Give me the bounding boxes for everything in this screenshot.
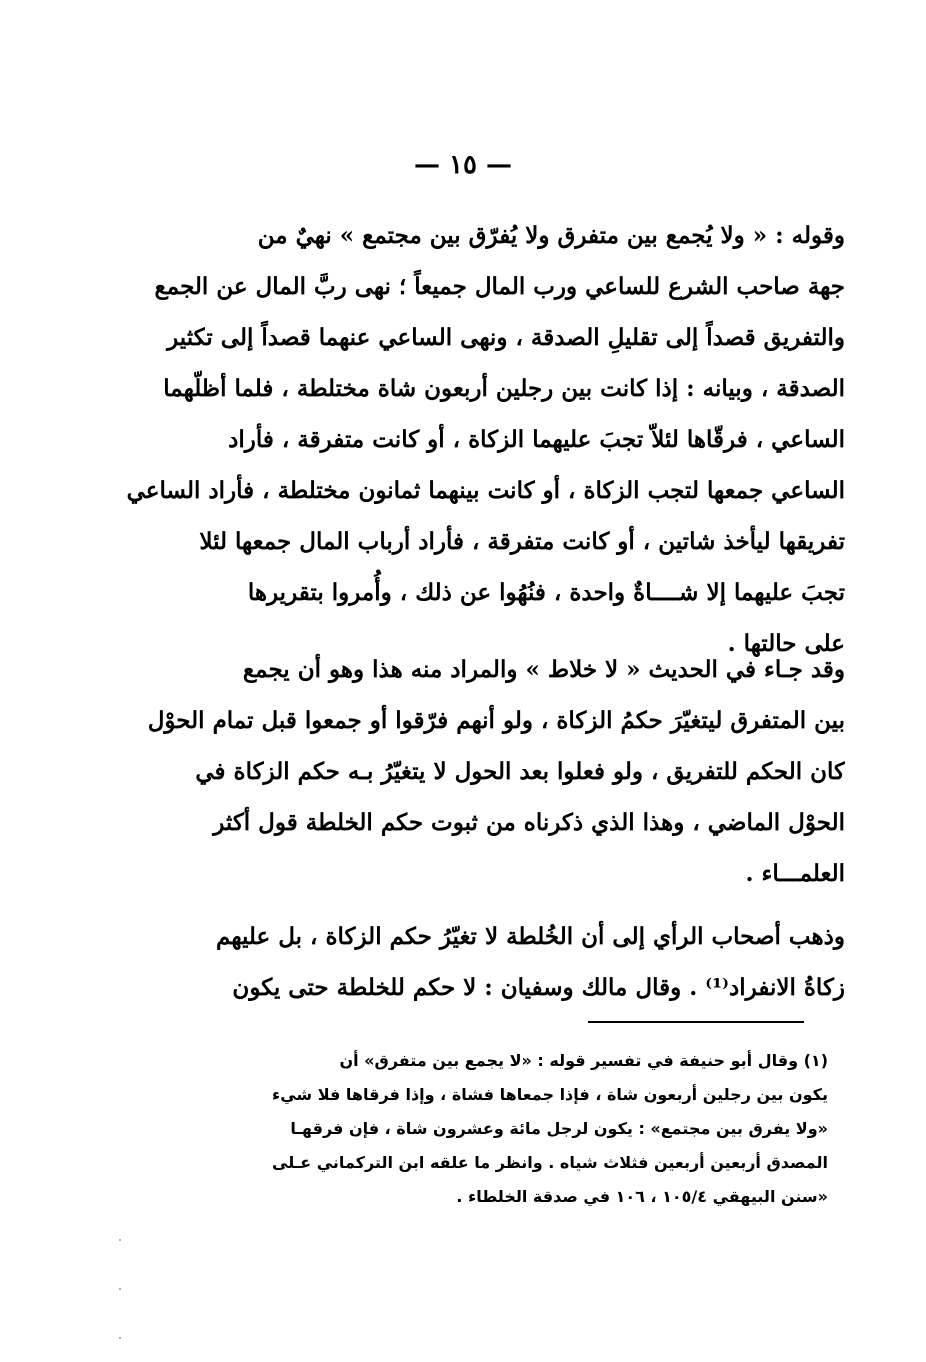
footnote-line: «سنن البيهقي ١٠٥/٤ ، ١٠٦ في صدقة الخلطاء . [456, 1187, 828, 1206]
text-line: كان الحكم للتفريق ، ولو فعلوا بعد الحول لا يتغيّرُ بـه حكم الزكاة في [195, 758, 845, 785]
text-line: زكاةُ الانفراد⁽¹⁾ . وقال مالك وسفيان : لا حكم للخلطة حتى يكون [232, 974, 845, 1001]
paragraph-3 [115, 911, 845, 1013]
text-line: العلمـــاء . [745, 860, 845, 887]
text-line: وذهب أصحاب الرأي إلى أن الخُلطة لا تغيّرُ حكم الزكاة ، بل عليهم [216, 923, 845, 950]
footnote-line: «ولا يفرق بين مجتمع» : يكون لرجل مائة وعشرون شاة ، فإن فرقهـا [290, 1119, 828, 1138]
paragraph-1 [115, 210, 845, 669]
text-line: وقد جـاء في الحديث « لا خلاط » والمراد منه هذا وهو أن يجمع [242, 656, 845, 683]
text-line: والتفريق قصداً إلى تقليلِ الصدقة ، ونهى الساعي عنهما قصداً إلى تكثير [167, 324, 845, 351]
text-line: الساعي جمعها لتجب الزكاة ، أو كانت بينهما ثمانون مختلطة ، فأراد الساعي [126, 477, 845, 504]
text-line: جهة صاحب الشرع للساعي ورب المال جميعاً ؛ نهى ربَّ المال عن الجمع [154, 273, 845, 300]
text-line: الصدقة ، وبيانه : إذا كانت بين رجلين أربعون شاة مختلطة ، فلما أظلّهما [163, 375, 845, 402]
page-number: — ١٥ — [413, 150, 513, 180]
scan-speck [119, 1288, 121, 1290]
paragraph-2 [115, 644, 845, 899]
scan-speck [119, 1337, 121, 1339]
text-line: الساعي ، فرقّاها لئلاّ تجبَ عليهما الزكاة ، أو كانت متفرقة ، فأراد [228, 426, 845, 453]
text-line: تفريقها ليأخذ شاتين ، أو كانت متفرقة ، فأراد أرباب المال جمعها لئلا [199, 528, 845, 555]
footnote [148, 1044, 828, 1214]
scan-speck [119, 1239, 121, 1241]
text-line: وقوله : « ولا يُجمع بين متفرق ولا يُفرّق بين مجتمع » نهيٌ من [257, 222, 845, 249]
footnote-line: يكون بين رجلين أربعون شاة ، فإذا جمعاها فشاة ، وإذا فرقاها فلا شيء [272, 1085, 828, 1104]
text-line: على حالتها . [727, 630, 845, 657]
text-line: تجبَ عليهما إلا شــــاةٌ واحدة ، فنُهُوا عن ذلك ، وأُمروا بتقريرها [247, 579, 845, 606]
footnote-line: (١) وقال أبو حنيفة في تفسير قوله : «لا يجمع بين متفرق» أن [339, 1051, 828, 1070]
footnote-divider [588, 1021, 804, 1023]
text-line: بين المتفرق ليتغيّرَ حكمُ الزكاة ، ولو أنهم فرّقوا أو جمعوا قبل تمام الحوْل [147, 707, 845, 734]
text-line: الحوْل الماضي ، وهذا الذي ذكرناه من ثبوت حكم الخلطة قول أكثر [213, 809, 845, 836]
footnote-line: المصدق أربعين أربعين فثلاث شياه . وانظر ما علقه ابن التركماني عـلى [272, 1153, 828, 1172]
